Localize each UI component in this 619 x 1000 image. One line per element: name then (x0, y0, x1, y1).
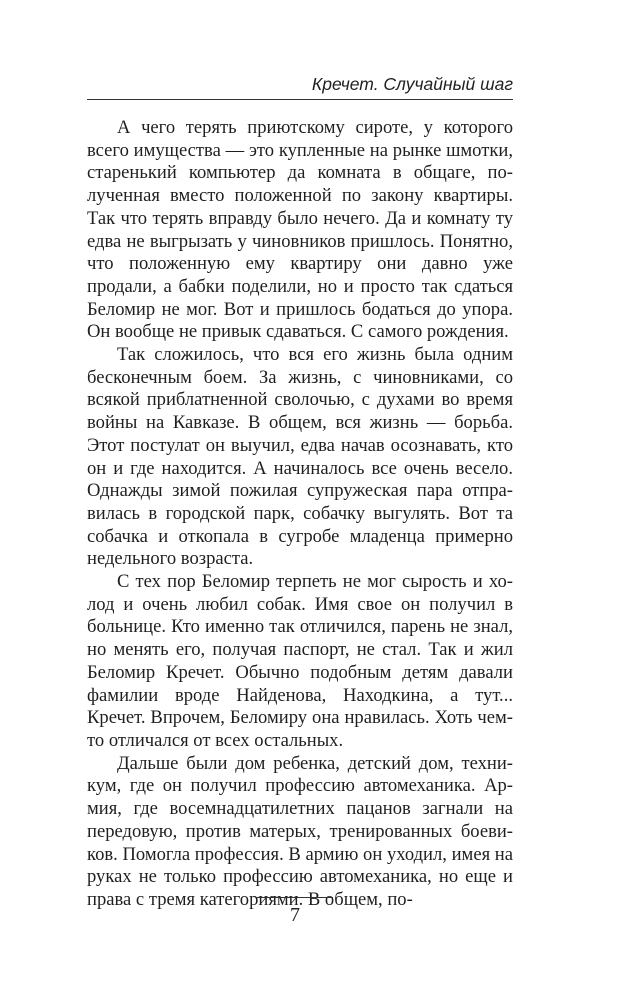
page-number: 7 (290, 904, 300, 926)
page-body (87, 117, 513, 912)
running-header: Кречет. Случайный шаг (311, 74, 513, 94)
footer-rule (257, 897, 333, 898)
paragraph-3: С тех пор Беломир терпеть не мог сырость и холод и очень любил собак. Имя свое он получил в больнице. Кто именно так отличился, парень не знал, но менять его, получая паспорт, не стал. Так и жил Беломир Кречет. Обычно подобным детям давали фамилии вроде Найденова, Находкина, а тут... Кречет. Впрочем, Беломиру она нравилась. Хоть чем-то отличался от всех остальных. (87, 571, 513, 751)
header-rule (87, 99, 513, 100)
paragraph-1: А чего терять приютскому сироте, у которого всего имущества — это купленные на рынке шмотки, старенький компьютер да комната в общаге, полученная вместо положенной по закону квартиры. Так что терять вправду было нечего. Да и комнату ту едва не выгрызать у чиновников пришлось. Понятно, что положенную ему квартиру они давно уже продали, а бабки поделили, но и просто так сдаться Беломир не мог. Вот и пришлось бодаться до упора. Он вообще не привык сдаваться. С самого рождения. (87, 117, 513, 343)
paragraph-4: Дальше были дом ребенка, детский дом, техникум, где он получил профессию автомеханика. Армия, где восемнадцатилетних пацанов загнали на передовую, против матерых, тренированных боевиков. Помогла профессия. В армию он уходил, имея на руках не только профессию автомеханика, но еще и права с тремя категориями. В общем, по- (87, 752, 513, 910)
paragraph-2: Так сложилось, что вся его жизнь была одним бесконечным боем. За жизнь, с чиновниками, со всякой приблатненной сволочью, с духами во время войны на Кавказе. В общем, вся жизнь — борьба. Этот постулат он выучил, едва начав осознавать, кто он и где находится. А начиналось все очень весело. Однажды зимой пожилая супружеская пара отправилась в городской парк, собачку выгулять. Вот та собачка и откопала в сугробе младенца примерно недельного возраста. (87, 344, 513, 570)
